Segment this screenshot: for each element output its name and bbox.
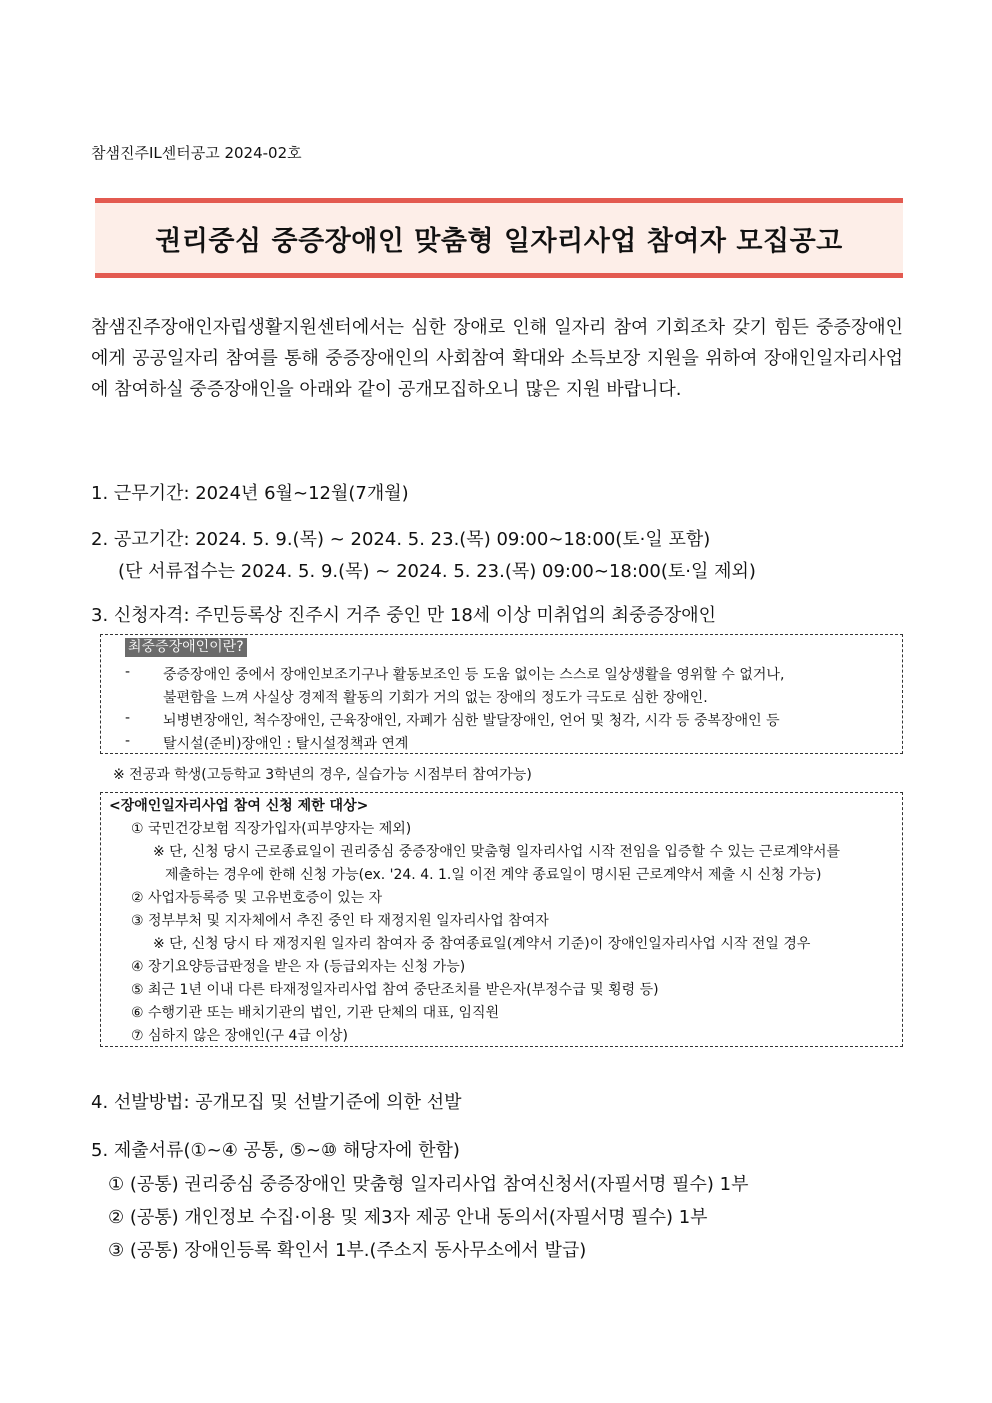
definition-item-1-line-2: 불편함을 느껴 사실상 경제적 활동의 기회가 거의 없는 장애의 정도가 극도로 심한 장애인.: [163, 690, 708, 706]
definition-item-1-line-1: 중증장애인 중에서 장애인보조기구나 활동보조인 등 도움 없이는 스스로 일상생활을 영위할 수 없거나,: [163, 667, 785, 683]
restriction-item-1-note-line-1: ※ 단, 신청 당시 근로종료일이 권리중심 중증장애인 맞춤형 일자리사업 시작 전임을 입증할 수 있는 근로계약서를: [153, 844, 841, 860]
restriction-heading: <장애인일자리사업 참여 신청 제한 대상>: [109, 798, 369, 814]
dash-marker: -: [125, 664, 131, 680]
intro-paragraph: 참샘진주장애인자립생활지원센터에서는 심한 장애로 인해 일자리 참여 기회조차 갖기 힘든 중증장애인에게 공공일자리 참여를 통해 중증장애인의 사회참여 확대와 소득보장 지원을 위하여 장애인일자리사업에 참여하실 중증장애인을 아래와 같이 공개모집하오니 많은 지원 바랍니다.: [91, 317, 903, 400]
section-notice-period-sub: (단 서류접수는 2024. 5. 9.(목) ~ 2024. 5. 23.(목) 09:00∼18:00(토·일 제외): [118, 561, 756, 582]
restriction-item-7: ⑦ 심하지 않은 장애인(구 4급 이상): [131, 1028, 348, 1044]
title-banner: [95, 198, 903, 278]
restriction-item-3-note: ※ 단, 신청 당시 타 재정지원 일자리 참여자 중 참여종료일(계약서 기준)이 장애인일자리사업 시작 전일 경우: [153, 936, 811, 952]
restriction-item-6: ⑥ 수행기관 또는 배치기관의 법인, 기관 단체의 대표, 임직원: [131, 1005, 500, 1021]
restriction-item-1: ① 국민건강보험 직장가입자(피부양자는 제외): [131, 821, 412, 837]
page-title: 권리중심 중증장애인 맞춤형 일자리사업 참여자 모집공고: [155, 225, 843, 257]
restriction-item-5: ⑤ 최근 1년 이내 다른 타재정일자리사업 참여 중단조치를 받은자(부정수급 및 횡령 등): [131, 982, 659, 998]
notice-number: 참샘진주IL센터공고 2024-02호: [91, 144, 302, 162]
dash-marker: -: [125, 733, 131, 749]
definition-item-2: 뇌병변장애인, 척수장애인, 근육장애인, 자폐가 심한 발달장애인, 언어 및 청각, 시각 등 중복장애인 등: [163, 713, 780, 729]
restriction-item-4: ④ 장기요양등급판정을 받은 자 (등급외자는 신청 가능): [131, 959, 466, 975]
section-documents: 5. 제출서류(①~④ 공통, ⑤~⑩ 해당자에 한함): [91, 1140, 460, 1161]
definition-box: [100, 634, 903, 754]
restriction-item-3: ③ 정부부처 및 지자체에서 추진 중인 타 재정지원 일자리사업 참여자: [131, 913, 549, 929]
document-item-2: ② (공통) 개인정보 수집·이용 및 제3자 제공 안내 동의서(자필서명 필수) 1부: [108, 1207, 708, 1228]
restriction-box: [100, 792, 903, 1047]
restriction-item-1-note-line-2: 제출하는 경우에 한해 신청 가능(ex. '24. 4. 1.일 이전 계약 종료일이 명시된 근로계약서 제출 시 신청 가능): [165, 867, 822, 883]
dash-marker: -: [125, 710, 131, 726]
section-notice-period: 2. 공고기간: 2024. 5. 9.(목) ~ 2024. 5. 23.(목) 09:00∼18:00(토·일 포함): [91, 529, 711, 550]
document-item-3: ③ (공통) 장애인등록 확인서 1부.(주소지 동사무소에서 발급): [108, 1240, 587, 1261]
restriction-item-2: ② 사업자등록증 및 고유번호증이 있는 자: [131, 890, 383, 906]
document-item-1: ① (공통) 권리중심 중증장애인 맞춤형 일자리사업 참여신청서(자필서명 필수) 1부: [108, 1174, 749, 1195]
definition-item-3: 탈시설(준비)장애인 : 탈시설정책과 연계: [163, 736, 409, 752]
section-work-period: 1. 근무기간: 2024년 6월∼12월(7개월): [91, 483, 409, 504]
section-eligibility: 3. 신청자격: 주민등록상 진주시 거주 중인 만 18세 이상 미취업의 최중증장애인: [91, 605, 716, 626]
section-selection-method: 4. 선발방법: 공개모집 및 선발기준에 의한 선발: [91, 1092, 462, 1113]
student-note: ※ 전공과 학생(고등학교 3학년의 경우, 실습가능 시점부터 참여가능): [113, 767, 532, 783]
definition-heading: 최중증장애인이란?: [125, 638, 247, 657]
